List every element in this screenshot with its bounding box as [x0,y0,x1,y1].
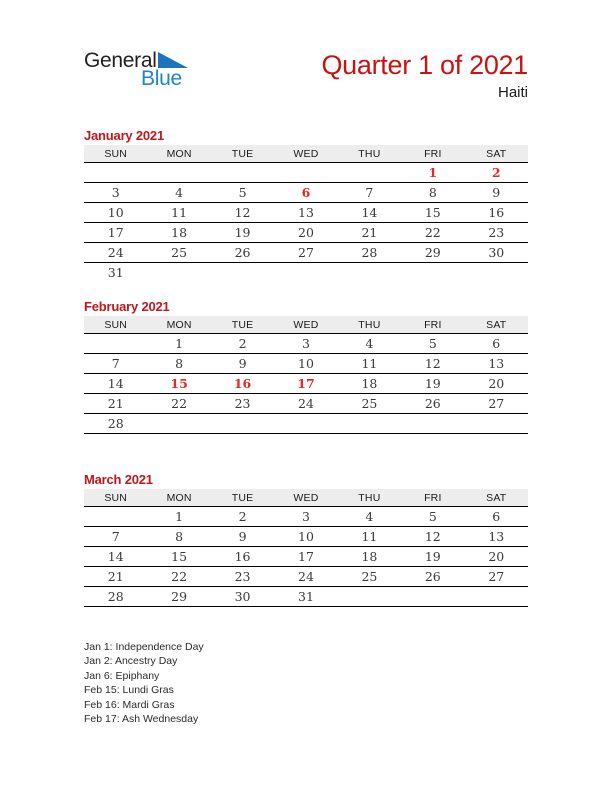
empty-day-cell [338,263,401,283]
day-cell: 15 [147,547,210,567]
page-header [84,50,528,101]
day-cell: 13 [274,203,337,223]
empty-day-cell [84,507,147,527]
calendar-week-row [84,183,528,203]
day-cell: 10 [274,527,337,547]
calendar-week-row [84,587,528,607]
day-cell: 13 [465,527,528,547]
day-cell: 11 [147,203,210,223]
day-cell: 6 [465,334,528,354]
calendar-week-row [84,414,528,434]
day-cell: 27 [465,394,528,414]
empty-day-cell [338,163,401,183]
day-cell: 30 [465,243,528,263]
calendar-body [84,334,528,434]
day-cell: 20 [274,223,337,243]
day-cell: 22 [147,567,210,587]
empty-day-cell [211,263,274,283]
weekday-header-cell: WED [274,145,337,163]
calendar-week-row [84,394,528,414]
day-cell: 24 [84,243,147,263]
day-cell: 15 [147,374,210,394]
calendar-week-row [84,223,528,243]
calendar-week-row [84,374,528,394]
day-cell: 8 [401,183,464,203]
empty-day-cell [338,414,401,434]
day-cell: 23 [211,567,274,587]
weekday-header-cell: SAT [465,145,528,163]
day-cell: 3 [84,183,147,203]
holiday-item: Jan 1: Independence Day [84,641,204,654]
holiday-list [84,640,528,726]
day-cell: 5 [401,507,464,527]
empty-day-cell [338,587,401,607]
day-cell: 21 [338,223,401,243]
empty-day-cell [147,263,210,283]
day-cell: 7 [84,354,147,374]
empty-day-cell [274,414,337,434]
page-title: Quarter 1 of 2021 [321,50,528,80]
day-cell: 11 [338,527,401,547]
day-cell: 8 [147,527,210,547]
day-cell: 30 [211,587,274,607]
day-cell: 24 [274,394,337,414]
logo-text-blue: Blue [141,67,182,90]
day-cell: 26 [401,567,464,587]
weekday-header-cell: TUE [211,489,274,507]
month-section-january [84,128,528,282]
page-subtitle: Haiti [497,84,528,102]
day-cell: 9 [211,354,274,374]
day-cell: 18 [338,374,401,394]
day-cell: 22 [147,394,210,414]
logo-text-general: General [84,49,157,72]
holiday-item: Jan 6: Epiphany [84,669,160,682]
empty-day-cell [211,163,274,183]
day-cell: 26 [401,394,464,414]
day-cell: 23 [465,223,528,243]
weekday-header-cell: FRI [401,489,464,507]
day-cell: 1 [401,163,464,183]
day-cell: 4 [338,334,401,354]
empty-day-cell [401,587,464,607]
calendar-week-row [84,507,528,527]
day-cell: 25 [338,567,401,587]
empty-day-cell [465,414,528,434]
day-cell: 9 [465,183,528,203]
empty-day-cell [465,263,528,283]
calendar-week-row [84,527,528,547]
day-cell: 8 [147,354,210,374]
day-cell: 6 [465,507,528,527]
day-cell: 16 [211,374,274,394]
empty-day-cell [84,334,147,354]
day-cell: 17 [84,223,147,243]
weekday-header-cell: SAT [465,489,528,507]
day-cell: 25 [147,243,210,263]
calendar-week-row [84,203,528,223]
holiday-item: Feb 15: Lundi Gras [84,684,174,697]
day-cell: 21 [84,394,147,414]
calendar-table-january [84,145,528,282]
day-cell: 22 [401,223,464,243]
empty-day-cell [401,414,464,434]
empty-day-cell [401,263,464,283]
day-cell: 16 [211,547,274,567]
calendar-week-row [84,163,528,183]
day-cell: 19 [401,374,464,394]
day-cell: 1 [147,334,210,354]
calendar-body [84,163,528,283]
day-cell: 3 [274,507,337,527]
weekday-header-cell: WED [274,316,337,334]
day-cell: 25 [338,394,401,414]
weekday-header-cell: MON [147,145,210,163]
day-cell: 4 [338,507,401,527]
empty-day-cell [147,163,210,183]
day-cell: 1 [147,507,210,527]
holiday-item: Feb 16: Mardi Gras [84,698,175,711]
day-cell: 7 [338,183,401,203]
day-cell: 3 [274,334,337,354]
weekday-header-cell: MON [147,316,210,334]
month-section-march [84,472,528,607]
day-cell: 4 [147,183,210,203]
day-cell: 27 [274,243,337,263]
calendar-week-row [84,354,528,374]
title-block [321,50,528,101]
month-title: February 2021 [84,299,170,315]
day-cell: 2 [465,163,528,183]
day-cell: 27 [465,567,528,587]
calendar-week-row [84,243,528,263]
weekday-header-cell: SAT [465,316,528,334]
day-cell: 17 [274,547,337,567]
day-cell: 14 [84,547,147,567]
calendar-body [84,507,528,607]
day-cell: 28 [84,414,147,434]
calendar-week-row [84,547,528,567]
page-content [84,50,528,727]
day-cell: 2 [211,334,274,354]
empty-day-cell [211,414,274,434]
day-cell: 18 [338,547,401,567]
weekday-header-cell: SUN [84,316,147,334]
empty-day-cell [274,263,337,283]
calendar-week-row [84,263,528,283]
day-cell: 29 [147,587,210,607]
weekday-header-cell: SUN [84,145,147,163]
empty-day-cell [147,414,210,434]
weekday-header-row [84,316,528,334]
day-cell: 29 [401,243,464,263]
weekday-header-cell: FRI [401,145,464,163]
day-cell: 6 [274,183,337,203]
day-cell: 26 [211,243,274,263]
month-title: March 2021 [84,472,153,488]
day-cell: 12 [401,354,464,374]
weekday-header-cell: SUN [84,489,147,507]
day-cell: 15 [401,203,464,223]
weekday-header-cell: FRI [401,316,464,334]
day-cell: 31 [107,265,124,281]
day-cell: 16 [465,203,528,223]
weekday-header-cell: THU [338,145,401,163]
empty-day-cell [274,163,337,183]
day-cell: 12 [211,203,274,223]
day-cell: 28 [84,587,147,607]
day-cell: 17 [274,374,337,394]
day-cell: 19 [211,223,274,243]
day-cell: 5 [401,334,464,354]
day-cell: 18 [147,223,210,243]
day-cell: 21 [84,567,147,587]
day-cell: 11 [338,354,401,374]
day-cell: 13 [465,354,528,374]
day-cell: 31 [274,587,337,607]
calendar-table-february [84,316,528,434]
weekday-header-cell: TUE [211,316,274,334]
calendar-week-row [84,567,528,587]
day-cell: 9 [211,527,274,547]
weekday-header-row [84,145,528,163]
general-blue-logo [84,50,188,89]
weekday-header-row [84,489,528,507]
holiday-item: Feb 17: Ash Wednesday [84,713,199,726]
day-cell: 20 [465,547,528,567]
weekday-header-cell: THU [338,316,401,334]
day-cell: 19 [401,547,464,567]
weekday-header-cell: TUE [211,145,274,163]
weekday-header-cell: MON [147,489,210,507]
calendar-week-row [84,334,528,354]
day-cell: 10 [274,354,337,374]
day-cell: 12 [401,527,464,547]
day-cell: 5 [211,183,274,203]
day-cell: 20 [465,374,528,394]
weekday-header-cell: WED [274,489,337,507]
month-title: January 2021 [84,128,164,144]
empty-day-cell [84,163,147,183]
day-cell: 28 [338,243,401,263]
weekday-header-cell: THU [338,489,401,507]
holiday-item: Jan 2: Ancestry Day [84,655,178,668]
empty-day-cell [465,587,528,607]
day-cell: 14 [84,374,147,394]
month-section-february [84,299,528,434]
day-cell: 7 [84,527,147,547]
day-cell: 10 [84,203,147,223]
day-cell: 14 [338,203,401,223]
day-cell: 24 [274,567,337,587]
calendar-table-march [84,489,528,607]
day-cell: 2 [211,507,274,527]
day-cell: 23 [211,394,274,414]
